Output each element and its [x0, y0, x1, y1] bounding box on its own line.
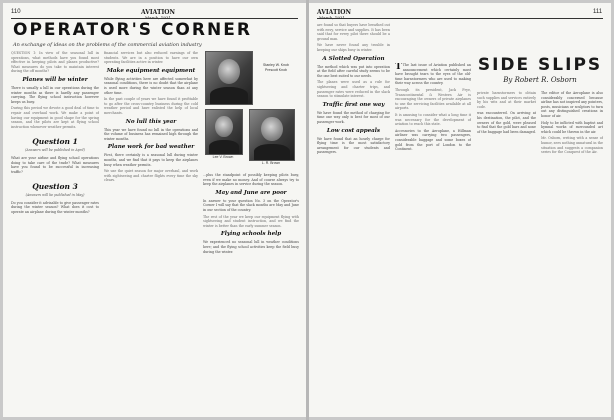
section-body: The method which was put into operation at the field after careful study seems to be the one best suited to our needs. — [317, 64, 390, 78]
section-body: Holy to be inflicted with baptist and hymnal works of surrounded art which could be thrown in the air. — [541, 120, 603, 134]
filler-text: are found so that buyers have breathed out with envy, service and supplies. It has been said that for every pilot there should be a ground man. — [317, 23, 390, 41]
section-heading: Plane work for bad weather — [107, 144, 195, 151]
filler-text: financial services but also reduced earnings of the students. We are in a position to have our own operating facilities active in winter. — [104, 51, 198, 65]
section-body: This year we have found no lull in the operations and the volume of business has remained high through the winter months. — [104, 127, 198, 141]
column-4 — [541, 91, 603, 413]
section-body: There is usually a lull in our operations during the winter months as there is hardly any passenger carrying. The flying school instruction however keeps us busy. — [11, 85, 99, 104]
filler-text: private barnstormers to obtain such supplies and services entirely by his wits and at their market code. — [477, 91, 536, 109]
filler-text: We use the quiet season for major overhaul, and work with sightseeing and charter flights every time the sky clears. — [104, 169, 198, 183]
page-title: OPERATOR'S CORNER — [13, 20, 252, 40]
portrait-photo — [249, 109, 295, 161]
running-head: AVIATION — [317, 9, 351, 16]
right-page — [309, 3, 611, 417]
portrait-face — [261, 117, 282, 141]
drop-cap: T — [395, 63, 402, 72]
column-3-text — [203, 173, 299, 256]
question-heading: Question 3 — [32, 182, 78, 192]
section-body: Accessories to the Aeroplane, a Hillman airliner was carrying two passengers, considerable baggage and some boxes of gold from the port of London to the Continent. — [395, 128, 471, 152]
section-body: While flying activities here are affected somewhat by seasonal conditions, there is no doubt that the airplane is used more during the winter season than at any other time. — [104, 76, 198, 95]
filler-text: Mr. Osborn, writing with a sense of humor, sees nothing unnatural in the situation and suggests a companion series for the Conquest of the Air. — [541, 136, 603, 155]
filler-text: In the past couple of years we have found it profitable to go after the cross-country business during the cold weather period and have enlisted the help of local merchants. — [104, 97, 198, 115]
section-heading: May and June are poor — [215, 189, 287, 196]
filler-text: During this period we devote a good deal of time to repair and overhaul work. We make a point of having our equipment in good shape for the spring season, and the pilots are kept at flying school instruction whenever weather permits. — [11, 106, 99, 129]
column-2 — [395, 63, 471, 413]
filler-text: The planes were used as a rule for sightseeing and charter trips, and passenger rates were reduced in the slack season to stimulate interest. — [317, 80, 390, 99]
photo-caption — [255, 63, 297, 72]
question-heading: Question 1 — [32, 137, 78, 147]
section-body: was encountered. On arriving at his destination, the pilot, and the owners of the gold, were pleased to find that the gold bars and none of the baggage had been damaged. — [477, 111, 536, 134]
section-body: The editor of the Aeroplane is also considerably concerned because airline has not inspired any pointers, posts, musicians or sculptors to turn out any distinguished creations in honor of air. — [541, 91, 603, 118]
portrait-photo — [205, 51, 253, 105]
question-body: What are your airline and flying school operations doing to take care of the trade? What measures have you found to be successful in increasing traffic? — [11, 155, 99, 174]
section-body: We have found that an hourly charge for flying time is the most satisfactory arrangement for our students and passengers. — [317, 136, 390, 155]
filler-text: Through its president, Jack Frye, Transcontinental & Western Air is encouraging the owners of private airplanes to use the servicing facilities available at all airports. — [395, 87, 471, 111]
photo-caption: L. R. Brown — [261, 161, 281, 165]
section-heading: Planes will be winter — [22, 76, 88, 83]
portrait-photo — [205, 109, 243, 155]
article-byline: By Robert R. Osborn — [503, 76, 577, 84]
portrait-coat — [254, 144, 291, 160]
page-number: 111 — [593, 9, 603, 15]
caption-subtitle: Prescott Knob — [265, 67, 287, 72]
column-3 — [477, 91, 536, 413]
section-body: ...plus the standpoint of possibly keeping pilots busy, even if we make no money. And of course always try to keep the airplanes in service during the season. — [203, 173, 299, 187]
column-1 — [317, 23, 390, 413]
page-number: 110 — [11, 9, 21, 15]
question-body: Do you consider it advisable to give passenger rates during the winter season? What does it cost to operate an airplane during the winter months? — [11, 200, 99, 215]
header-rule — [11, 18, 298, 19]
intro-text: QUESTION 1: In view of the seasonal lull in operations, what methods have you found most effective in keeping pilots and planes productive? What measures do you take to maintain interest during the off months? — [11, 51, 99, 74]
section-body: First, there certainly is a seasonal lull during winter months, and we find that it pays to keep the airplanes busy when weather permits. — [104, 153, 198, 167]
column-3 — [203, 51, 299, 413]
question-note: (Answers will be published in April) — [25, 148, 85, 153]
section-heading: Traffic first one way — [322, 101, 385, 108]
section-body: In answer to your question No. 3 on the Operator's Corner I will say that the slack months are May and June in our section of the country. — [203, 198, 299, 212]
section-heading: Make equipment equipment — [106, 67, 196, 74]
portrait-coat — [209, 140, 239, 154]
section-body: T The last issue of Aviation published an announcement which certainly must have brought tears to the eyes of the old-time barnstormers who are used to making their way across the country. — [395, 63, 471, 86]
section-heading: No lull this year — [125, 118, 177, 125]
column-2 — [104, 51, 198, 413]
running-head: AVIATION — [141, 9, 175, 16]
section-body: We experienced no seasonal lull in weather conditions here; and the flying school activities keep the field busy during the winter. — [203, 240, 299, 254]
section-heading: Flying schools help — [220, 231, 282, 238]
left-page — [3, 3, 306, 417]
section-heading: Low cost appeals — [326, 127, 381, 134]
article-title: SIDE SLIPS — [477, 55, 603, 75]
portrait-face — [215, 116, 232, 137]
column-1 — [11, 51, 99, 413]
portrait-face — [218, 59, 240, 84]
filler-text: We have never found any trouble in keeping our ships busy in winter. — [317, 43, 390, 52]
header-rule — [317, 18, 603, 19]
section-body: We have found the method of charging for time one way only is best for most of our passenger work. — [317, 110, 390, 124]
filler-text: It is amusing to consider what a long time it was necessary for the development of aviation to reach this state. — [395, 112, 471, 127]
question-note: (Answers will be published in May) — [25, 193, 85, 198]
caption-name: Stanley W. Knob — [263, 63, 289, 67]
filler-text: The rest of the year we keep our equipment flying with sightseeing and student instruction, and we find the winter is better than the early summer season. — [203, 214, 299, 228]
portrait-coat — [210, 87, 249, 104]
photo-caption: Lee V. Brown — [212, 155, 234, 159]
page-subtitle: An exchange of ideas on the problems of the commercial aviation industry — [13, 42, 202, 48]
section-heading: A Slotted Operation — [322, 55, 385, 62]
